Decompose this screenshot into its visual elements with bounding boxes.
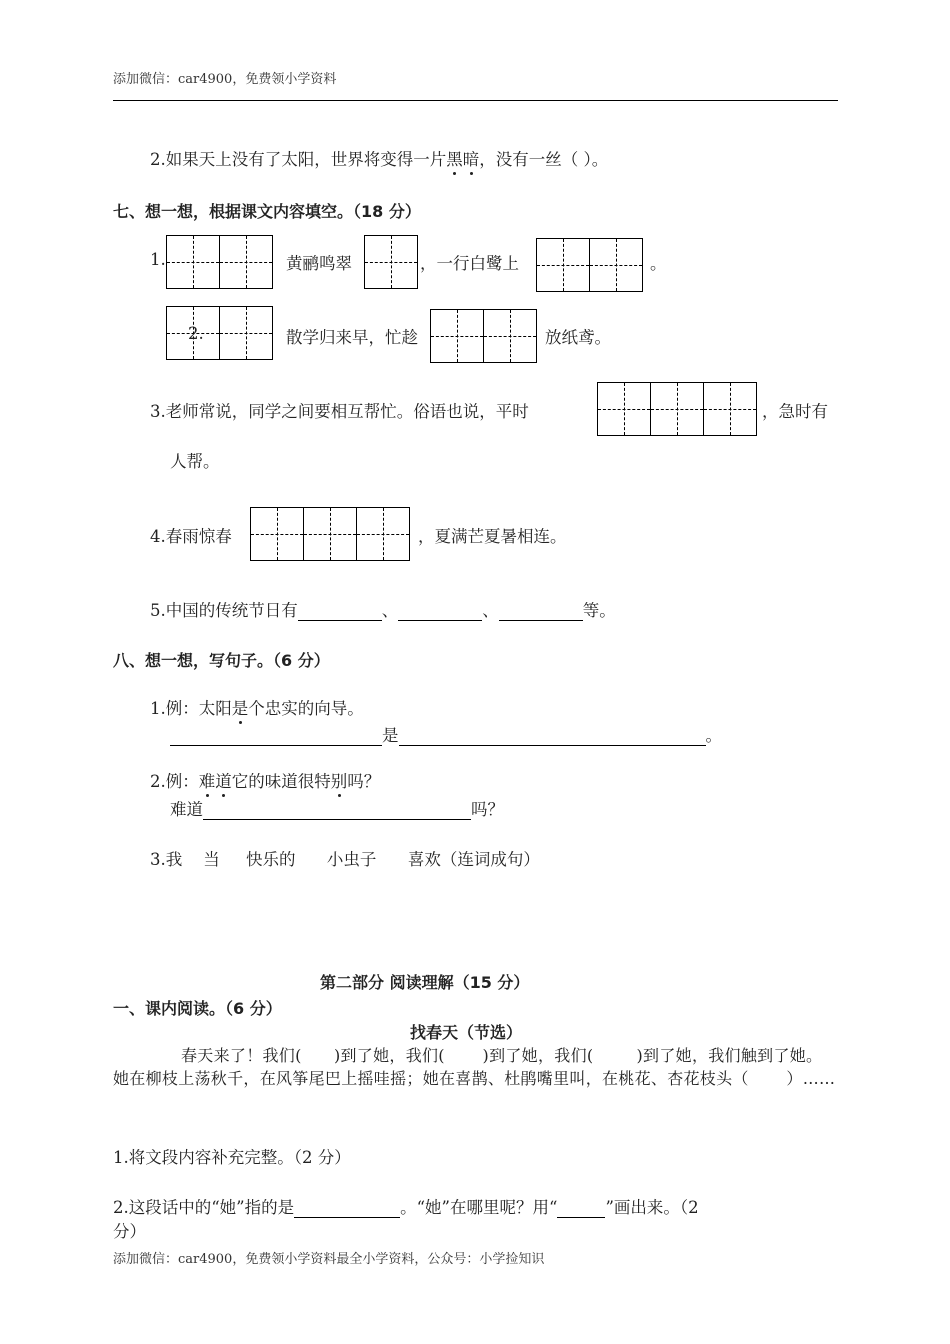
blank-line[interactable] <box>298 601 382 621</box>
blank-line[interactable] <box>557 1198 605 1218</box>
q8-1-mid: 是 <box>382 726 399 745</box>
q2-text-b: 。“她”在哪里呢？用“ <box>400 1198 558 1217</box>
q7-1-grid-a[interactable] <box>166 235 273 289</box>
header-rule <box>113 100 838 101</box>
q7-5 <box>150 597 616 621</box>
q7-2-text-b: 放纸鸢。 <box>545 328 611 347</box>
q8-3: 3.我 当 快乐的 小虫子 喜欢（连词成句） <box>150 850 540 869</box>
q7-1-grid-c[interactable] <box>536 238 643 292</box>
blank-line[interactable] <box>398 601 482 621</box>
q7-1-text-c: 。 <box>650 254 667 273</box>
passage-body: 春天来了！我们( )到了她，我们( )到了她，我们( )到了她，我们触到了她。她在柳枝上荡秋千，在风筝尾巴上摇哇摇；她在喜鹊、杜鹃嘴里叫，在桃花、杏花枝头（ ）…… <box>113 1046 836 1088</box>
header-note: 添加微信：car4900，免费领小学资料 <box>113 72 337 87</box>
q8-2-answer <box>170 796 504 820</box>
q8-2-end: 吗？ <box>471 800 504 819</box>
q7-1-text-a: 黄鹂鸣翠 <box>286 254 352 273</box>
dotted-char: 暗 <box>462 150 480 169</box>
reading-q1: 1.将文段内容补充完整。（2 分） <box>113 1148 351 1167</box>
blank-line[interactable] <box>170 726 382 746</box>
q8-2-pre: 2.例： <box>150 772 199 791</box>
blank-line[interactable] <box>499 601 583 621</box>
q7-2-grid-a[interactable] <box>166 306 273 360</box>
separator: 、 <box>482 601 499 620</box>
q7-1-text-b: ，一行白鹭上 <box>420 254 519 273</box>
q7-1-grid-b[interactable] <box>364 235 418 289</box>
reading-q2 <box>113 1194 699 1218</box>
dotted-char: 道 <box>215 772 232 791</box>
q7-1-num: 1. <box>150 250 166 269</box>
q7-3-text-a: 3.老师常说，同学之间要相互帮忙。俗语也说，平时 <box>150 402 529 421</box>
q8-2-example <box>150 768 380 792</box>
reading-section-title: 一、课内阅读。（6 分） <box>113 999 282 1018</box>
section-8-title: 八、想一想，写句子。（6 分） <box>113 651 330 670</box>
q6-item-2 <box>150 146 608 170</box>
q7-3-grid[interactable] <box>597 382 757 436</box>
q8-1-post: 个忠实的向导。 <box>248 699 364 718</box>
q7-2-text-a: 散学归来早，忙趁 <box>286 328 418 347</box>
q7-4-text-b: ，夏满芒夏暑相连。 <box>418 527 567 546</box>
q7-5-end: 等。 <box>582 601 616 620</box>
footer-note: 添加微信：car4900，免费领小学资料最全小学资料，公众号：小学捡知识 <box>113 1252 545 1267</box>
separator: 、 <box>381 601 399 620</box>
dotted-char: 黑 <box>446 150 463 169</box>
q7-4-text-a: 4.春雨惊春 <box>150 527 232 546</box>
q6-2-text: 2.如果天上没有了太阳，世界将变得一片 <box>150 150 447 169</box>
passage-title: 找春天（节选） <box>410 1023 523 1042</box>
blank-line[interactable] <box>294 1198 400 1218</box>
q7-2-grid-b[interactable] <box>430 309 537 363</box>
q7-2-num: 2. <box>188 324 204 343</box>
q8-1-example <box>150 695 364 719</box>
section-7-title: 七、想一想，根据课文内容填空。（18 分） <box>113 202 421 221</box>
q8-2-mid: 它的味道很特 <box>231 772 331 791</box>
q7-3-text-c: 人帮。 <box>170 452 220 471</box>
blank-line[interactable] <box>203 800 471 820</box>
dotted-char: 是 <box>231 699 249 718</box>
q8-1-answer <box>170 722 722 746</box>
q7-4-grid[interactable] <box>250 507 410 561</box>
q8-2-start: 难道 <box>170 800 203 819</box>
q6-2-tail: ，没有一丝（ ）。 <box>479 150 609 169</box>
q8-1-end: 。 <box>705 726 722 745</box>
dotted-char: 难 <box>198 772 216 791</box>
blank-line[interactable] <box>399 726 706 746</box>
reading-q2-cont: 分） <box>113 1222 146 1241</box>
part2-title: 第二部分 阅读理解（15 分） <box>320 973 530 992</box>
dotted-char: 别 <box>330 772 348 791</box>
q2-text-c: ”画出来。（2 <box>605 1198 699 1217</box>
q2-text-a: 2.这段话中的“她”指的是 <box>113 1198 295 1217</box>
q8-2-post: 吗？ <box>347 772 381 791</box>
q7-3-text-b: ，急时有 <box>762 402 828 421</box>
q7-5-text: 5.中国的传统节日有 <box>150 601 298 620</box>
q8-1-pre: 1.例：太阳 <box>150 699 232 718</box>
